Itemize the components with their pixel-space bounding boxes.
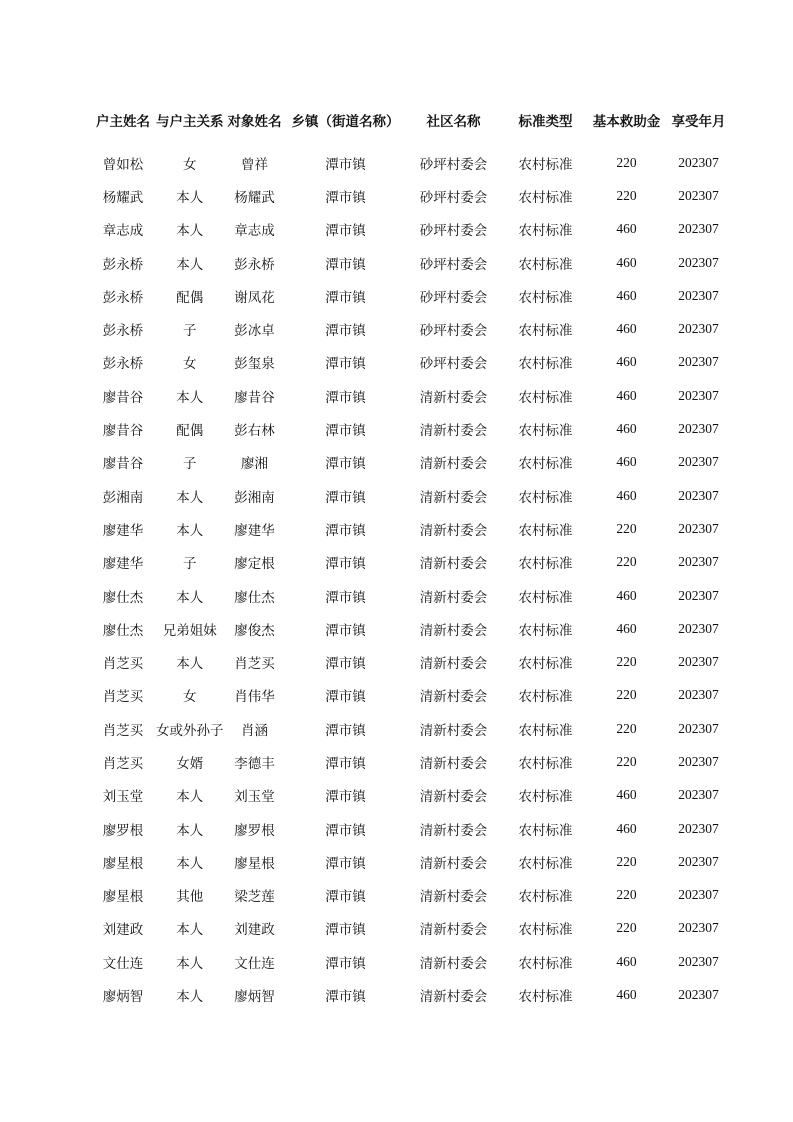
cell-benefit-month: 202307 — [678, 421, 719, 437]
cell-township: 潭市镇 — [325, 323, 366, 340]
cell-household-head-name: 廖昔谷 — [102, 389, 144, 406]
cell-township: 潭市镇 — [325, 889, 366, 906]
cell-basic-relief-amount: 220 — [616, 720, 637, 736]
cell-relationship: 女婿 — [176, 755, 204, 772]
cell-community-name: 砂坪村委会 — [419, 223, 488, 240]
table-row — [90, 645, 734, 678]
cell-basic-relief-amount: 220 — [616, 853, 637, 869]
cell-recipient-name: 彭永桥 — [234, 256, 275, 273]
cell-community-name: 清新村委会 — [419, 556, 488, 573]
table-row — [90, 213, 734, 246]
cell-benefit-month: 202307 — [678, 987, 719, 1003]
cell-community-name: 清新村委会 — [419, 489, 488, 506]
cell-township: 潭市镇 — [325, 156, 366, 173]
cell-recipient-name: 曾祥 — [241, 156, 268, 173]
cell-relationship: 子 — [183, 556, 197, 573]
cell-community-name: 清新村委会 — [419, 889, 488, 906]
cell-household-head-name: 廖星根 — [102, 855, 144, 872]
cell-benefit-month: 202307 — [678, 654, 719, 670]
cell-township: 潭市镇 — [325, 189, 366, 206]
cell-relationship: 其他 — [176, 889, 204, 906]
cell-household-head-name: 彭永桥 — [102, 256, 144, 273]
cell-basic-relief-amount: 220 — [616, 154, 637, 170]
cell-basic-relief-amount: 460 — [616, 487, 637, 503]
cell-basic-relief-amount: 460 — [616, 587, 637, 603]
cell-relationship: 本人 — [176, 189, 204, 206]
cell-relationship: 女 — [183, 689, 197, 706]
cell-household-head-name: 廖星根 — [102, 889, 144, 906]
cell-household-head-name: 曾如松 — [102, 156, 144, 173]
cell-township: 潭市镇 — [325, 922, 366, 939]
cell-basic-relief-amount: 460 — [616, 620, 637, 636]
table-row — [90, 246, 734, 279]
table-row — [90, 179, 734, 212]
cell-relationship: 本人 — [176, 656, 204, 673]
cell-benefit-month: 202307 — [678, 154, 719, 170]
header-standard-type: 标准类型 — [518, 114, 573, 130]
cell-household-head-name: 彭湘南 — [102, 489, 144, 506]
cell-recipient-name: 廖炳智 — [234, 989, 275, 1006]
cell-recipient-name: 廖昔谷 — [234, 389, 275, 406]
cell-township: 潭市镇 — [325, 855, 366, 872]
cell-standard-type: 农村标准 — [518, 789, 573, 806]
cell-standard-type: 农村标准 — [518, 722, 573, 739]
cell-standard-type: 农村标准 — [518, 323, 573, 340]
cell-household-head-name: 廖罗根 — [102, 822, 144, 839]
cell-basic-relief-amount: 220 — [616, 887, 637, 903]
cell-benefit-month: 202307 — [678, 853, 719, 869]
cell-basic-relief-amount: 220 — [616, 920, 637, 936]
cell-recipient-name: 廖仕杰 — [234, 589, 275, 606]
cell-recipient-name: 梁芝莲 — [234, 889, 275, 906]
cell-community-name: 清新村委会 — [419, 789, 488, 806]
cell-township: 潭市镇 — [325, 755, 366, 772]
cell-basic-relief-amount: 460 — [616, 787, 637, 803]
cell-household-head-name: 彭永桥 — [102, 289, 144, 306]
cell-basic-relief-amount: 220 — [616, 520, 637, 536]
table-row — [90, 779, 734, 812]
cell-household-head-name: 廖建华 — [102, 522, 144, 539]
cell-township: 潭市镇 — [325, 722, 366, 739]
cell-basic-relief-amount: 460 — [616, 987, 637, 1003]
cell-township: 潭市镇 — [325, 489, 366, 506]
cell-household-head-name: 廖仕杰 — [102, 622, 144, 639]
table-row — [90, 679, 734, 712]
cell-household-head-name: 彭永桥 — [102, 323, 144, 340]
cell-community-name: 砂坪村委会 — [419, 289, 488, 306]
cell-recipient-name: 廖俊杰 — [234, 622, 275, 639]
cell-community-name: 清新村委会 — [419, 622, 488, 639]
cell-standard-type: 农村标准 — [518, 989, 573, 1006]
cell-community-name: 砂坪村委会 — [419, 156, 488, 173]
cell-community-name: 砂坪村委会 — [419, 356, 488, 373]
cell-recipient-name: 文仕连 — [234, 955, 275, 972]
cell-benefit-month: 202307 — [678, 620, 719, 636]
cell-recipient-name: 彭右林 — [234, 423, 275, 440]
cell-benefit-month: 202307 — [678, 887, 719, 903]
cell-basic-relief-amount: 460 — [616, 454, 637, 470]
header-row — [90, 98, 734, 146]
cell-relationship: 本人 — [176, 223, 204, 240]
cell-relationship: 本人 — [176, 855, 204, 872]
cell-standard-type: 农村标准 — [518, 955, 573, 972]
cell-basic-relief-amount: 220 — [616, 554, 637, 570]
cell-benefit-month: 202307 — [678, 753, 719, 769]
cell-benefit-month: 202307 — [678, 321, 719, 337]
cell-township: 潭市镇 — [325, 589, 366, 606]
cell-relationship: 配偶 — [176, 423, 204, 440]
cell-township: 潭市镇 — [325, 822, 366, 839]
header-basic-relief-amount: 基本救助金 — [592, 114, 661, 130]
cell-relationship: 女 — [183, 356, 197, 373]
cell-household-head-name: 廖建华 — [102, 556, 144, 573]
cell-recipient-name: 廖湘 — [241, 456, 268, 473]
cell-standard-type: 农村标准 — [518, 389, 573, 406]
cell-recipient-name: 肖芝买 — [234, 656, 275, 673]
cell-community-name: 清新村委会 — [419, 522, 488, 539]
cell-benefit-month: 202307 — [678, 687, 719, 703]
cell-benefit-month: 202307 — [678, 254, 719, 270]
cell-basic-relief-amount: 460 — [616, 387, 637, 403]
cell-relationship: 女 — [183, 156, 197, 173]
cell-standard-type: 农村标准 — [518, 822, 573, 839]
table-row — [90, 879, 734, 912]
cell-township: 潭市镇 — [325, 989, 366, 1006]
header-relationship: 与户主关系 — [156, 114, 224, 130]
cell-community-name: 清新村委会 — [419, 855, 488, 872]
cell-township: 潭市镇 — [325, 656, 366, 673]
table-row — [90, 279, 734, 312]
cell-standard-type: 农村标准 — [518, 456, 573, 473]
cell-household-head-name: 廖昔谷 — [102, 423, 144, 440]
cell-recipient-name: 彭湘南 — [234, 489, 275, 506]
table-row — [90, 379, 734, 412]
cell-benefit-month: 202307 — [678, 354, 719, 370]
header-recipient-name: 对象姓名 — [227, 114, 282, 130]
cell-community-name: 清新村委会 — [419, 423, 488, 440]
cell-household-head-name: 杨耀武 — [102, 189, 144, 206]
cell-recipient-name: 彭玺泉 — [234, 356, 275, 373]
cell-basic-relief-amount: 220 — [616, 187, 637, 203]
cell-standard-type: 农村标准 — [518, 855, 573, 872]
table-row — [90, 945, 734, 978]
cell-community-name: 清新村委会 — [419, 955, 488, 972]
table-row — [90, 546, 734, 579]
cell-relationship: 本人 — [176, 955, 204, 972]
cell-relationship: 兄弟姐妹 — [162, 622, 217, 639]
cell-community-name: 清新村委会 — [419, 689, 488, 706]
cell-relationship: 本人 — [176, 822, 204, 839]
cell-community-name: 清新村委会 — [419, 989, 488, 1006]
cell-relationship: 本人 — [176, 989, 204, 1006]
cell-relationship: 子 — [183, 456, 197, 473]
cell-relationship: 本人 — [176, 256, 204, 273]
cell-benefit-month: 202307 — [678, 720, 719, 736]
cell-township: 潭市镇 — [325, 356, 366, 373]
table-row — [90, 612, 734, 645]
cell-household-head-name: 彭永桥 — [102, 356, 144, 373]
cell-recipient-name: 刘玉堂 — [234, 789, 275, 806]
header-community-name: 社区名称 — [426, 114, 481, 130]
cell-recipient-name: 廖罗根 — [234, 822, 275, 839]
cell-community-name: 砂坪村委会 — [419, 256, 488, 273]
cell-standard-type: 农村标准 — [518, 755, 573, 772]
cell-household-head-name: 肖芝买 — [102, 656, 144, 673]
cell-relationship: 本人 — [176, 589, 204, 606]
header-benefit-month: 享受年月 — [671, 114, 726, 130]
cell-benefit-month: 202307 — [678, 820, 719, 836]
cell-recipient-name: 廖星根 — [234, 855, 275, 872]
table-row — [90, 978, 734, 1011]
cell-community-name: 清新村委会 — [419, 389, 488, 406]
cell-community-name: 清新村委会 — [419, 456, 488, 473]
cell-recipient-name: 廖建华 — [234, 522, 275, 539]
cell-benefit-month: 202307 — [678, 554, 719, 570]
cell-relationship: 配偶 — [176, 289, 204, 306]
cell-relationship: 本人 — [176, 522, 204, 539]
cell-household-head-name: 章志成 — [102, 223, 144, 240]
cell-relationship: 女或外孙子 — [156, 722, 224, 739]
cell-relationship: 子 — [183, 323, 197, 340]
table-row — [90, 579, 734, 612]
cell-relationship: 本人 — [176, 489, 204, 506]
cell-standard-type: 农村标准 — [518, 656, 573, 673]
cell-township: 潭市镇 — [325, 223, 366, 240]
cell-township: 潭市镇 — [325, 622, 366, 639]
header-township: 乡镇（街道名称） — [291, 114, 400, 130]
table-row — [90, 312, 734, 345]
cell-basic-relief-amount: 460 — [616, 354, 637, 370]
cell-basic-relief-amount: 460 — [616, 820, 637, 836]
table-row — [90, 745, 734, 778]
cell-standard-type: 农村标准 — [518, 423, 573, 440]
table-row — [90, 912, 734, 945]
cell-standard-type: 农村标准 — [518, 256, 573, 273]
cell-community-name: 清新村委会 — [419, 755, 488, 772]
cell-township: 潭市镇 — [325, 256, 366, 273]
cell-household-head-name: 廖昔谷 — [102, 456, 144, 473]
table-body — [90, 146, 734, 1012]
cell-basic-relief-amount: 220 — [616, 753, 637, 769]
header-household-head-name: 户主姓名 — [96, 114, 150, 130]
cell-standard-type: 农村标准 — [518, 689, 573, 706]
table-row — [90, 446, 734, 479]
cell-benefit-month: 202307 — [678, 920, 719, 936]
cell-recipient-name: 肖涵 — [241, 722, 268, 739]
cell-township: 潭市镇 — [325, 289, 366, 306]
cell-community-name: 砂坪村委会 — [419, 189, 488, 206]
cell-township: 潭市镇 — [325, 389, 366, 406]
cell-benefit-month: 202307 — [678, 454, 719, 470]
cell-recipient-name: 李德丰 — [234, 755, 275, 772]
cell-community-name: 清新村委会 — [419, 656, 488, 673]
cell-community-name: 清新村委会 — [419, 589, 488, 606]
cell-recipient-name: 刘建政 — [234, 922, 275, 939]
cell-township: 潭市镇 — [325, 456, 366, 473]
cell-benefit-month: 202307 — [678, 487, 719, 503]
cell-township: 潭市镇 — [325, 789, 366, 806]
cell-recipient-name: 谢凤花 — [234, 289, 275, 306]
cell-benefit-month: 202307 — [678, 587, 719, 603]
cell-standard-type: 农村标准 — [518, 589, 573, 606]
cell-household-head-name: 肖芝买 — [102, 689, 144, 706]
cell-household-head-name: 廖仕杰 — [102, 589, 144, 606]
cell-standard-type: 农村标准 — [518, 522, 573, 539]
cell-standard-type: 农村标准 — [518, 556, 573, 573]
cell-township: 潭市镇 — [325, 689, 366, 706]
cell-household-head-name: 刘建政 — [102, 922, 144, 939]
table-row — [90, 845, 734, 878]
cell-basic-relief-amount: 460 — [616, 254, 637, 270]
cell-standard-type: 农村标准 — [518, 189, 573, 206]
table-row — [90, 712, 734, 745]
cell-township: 潭市镇 — [325, 955, 366, 972]
cell-basic-relief-amount: 220 — [616, 687, 637, 703]
cell-basic-relief-amount: 460 — [616, 287, 637, 303]
cell-relationship: 本人 — [176, 389, 204, 406]
table-row — [90, 346, 734, 379]
cell-benefit-month: 202307 — [678, 787, 719, 803]
cell-benefit-month: 202307 — [678, 520, 719, 536]
cell-community-name: 清新村委会 — [419, 722, 488, 739]
cell-standard-type: 农村标准 — [518, 356, 573, 373]
cell-household-head-name: 肖芝买 — [102, 722, 144, 739]
table-row — [90, 512, 734, 545]
cell-township: 潭市镇 — [325, 522, 366, 539]
cell-relationship: 本人 — [176, 922, 204, 939]
cell-basic-relief-amount: 220 — [616, 654, 637, 670]
assistance-roster-table — [90, 98, 734, 1012]
cell-household-head-name: 刘玉堂 — [102, 789, 144, 806]
cell-household-head-name: 廖炳智 — [102, 989, 144, 1006]
cell-standard-type: 农村标准 — [518, 156, 573, 173]
cell-household-head-name: 肖芝买 — [102, 755, 144, 772]
cell-recipient-name: 肖伟华 — [234, 689, 275, 706]
cell-benefit-month: 202307 — [678, 387, 719, 403]
cell-community-name: 清新村委会 — [419, 922, 488, 939]
cell-standard-type: 农村标准 — [518, 489, 573, 506]
table-row — [90, 812, 734, 845]
cell-community-name: 清新村委会 — [419, 822, 488, 839]
cell-recipient-name: 章志成 — [234, 223, 275, 240]
cell-township: 潭市镇 — [325, 423, 366, 440]
cell-basic-relief-amount: 460 — [616, 953, 637, 969]
cell-standard-type: 农村标准 — [518, 889, 573, 906]
table-row — [90, 412, 734, 445]
cell-benefit-month: 202307 — [678, 187, 719, 203]
cell-standard-type: 农村标准 — [518, 922, 573, 939]
cell-recipient-name: 彭冰卓 — [234, 323, 275, 340]
cell-recipient-name: 杨耀武 — [234, 189, 275, 206]
cell-basic-relief-amount: 460 — [616, 221, 637, 237]
cell-standard-type: 农村标准 — [518, 223, 573, 240]
cell-community-name: 砂坪村委会 — [419, 323, 488, 340]
cell-household-head-name: 文仕连 — [102, 955, 144, 972]
cell-benefit-month: 202307 — [678, 953, 719, 969]
table-header — [90, 98, 734, 146]
table-row — [90, 479, 734, 512]
cell-benefit-month: 202307 — [678, 287, 719, 303]
cell-benefit-month: 202307 — [678, 221, 719, 237]
cell-recipient-name: 廖定根 — [234, 556, 275, 573]
cell-basic-relief-amount: 460 — [616, 421, 637, 437]
cell-standard-type: 农村标准 — [518, 289, 573, 306]
cell-basic-relief-amount: 460 — [616, 321, 637, 337]
cell-township: 潭市镇 — [325, 556, 366, 573]
cell-relationship: 本人 — [176, 789, 204, 806]
table-row — [90, 146, 734, 179]
cell-standard-type: 农村标准 — [518, 622, 573, 639]
